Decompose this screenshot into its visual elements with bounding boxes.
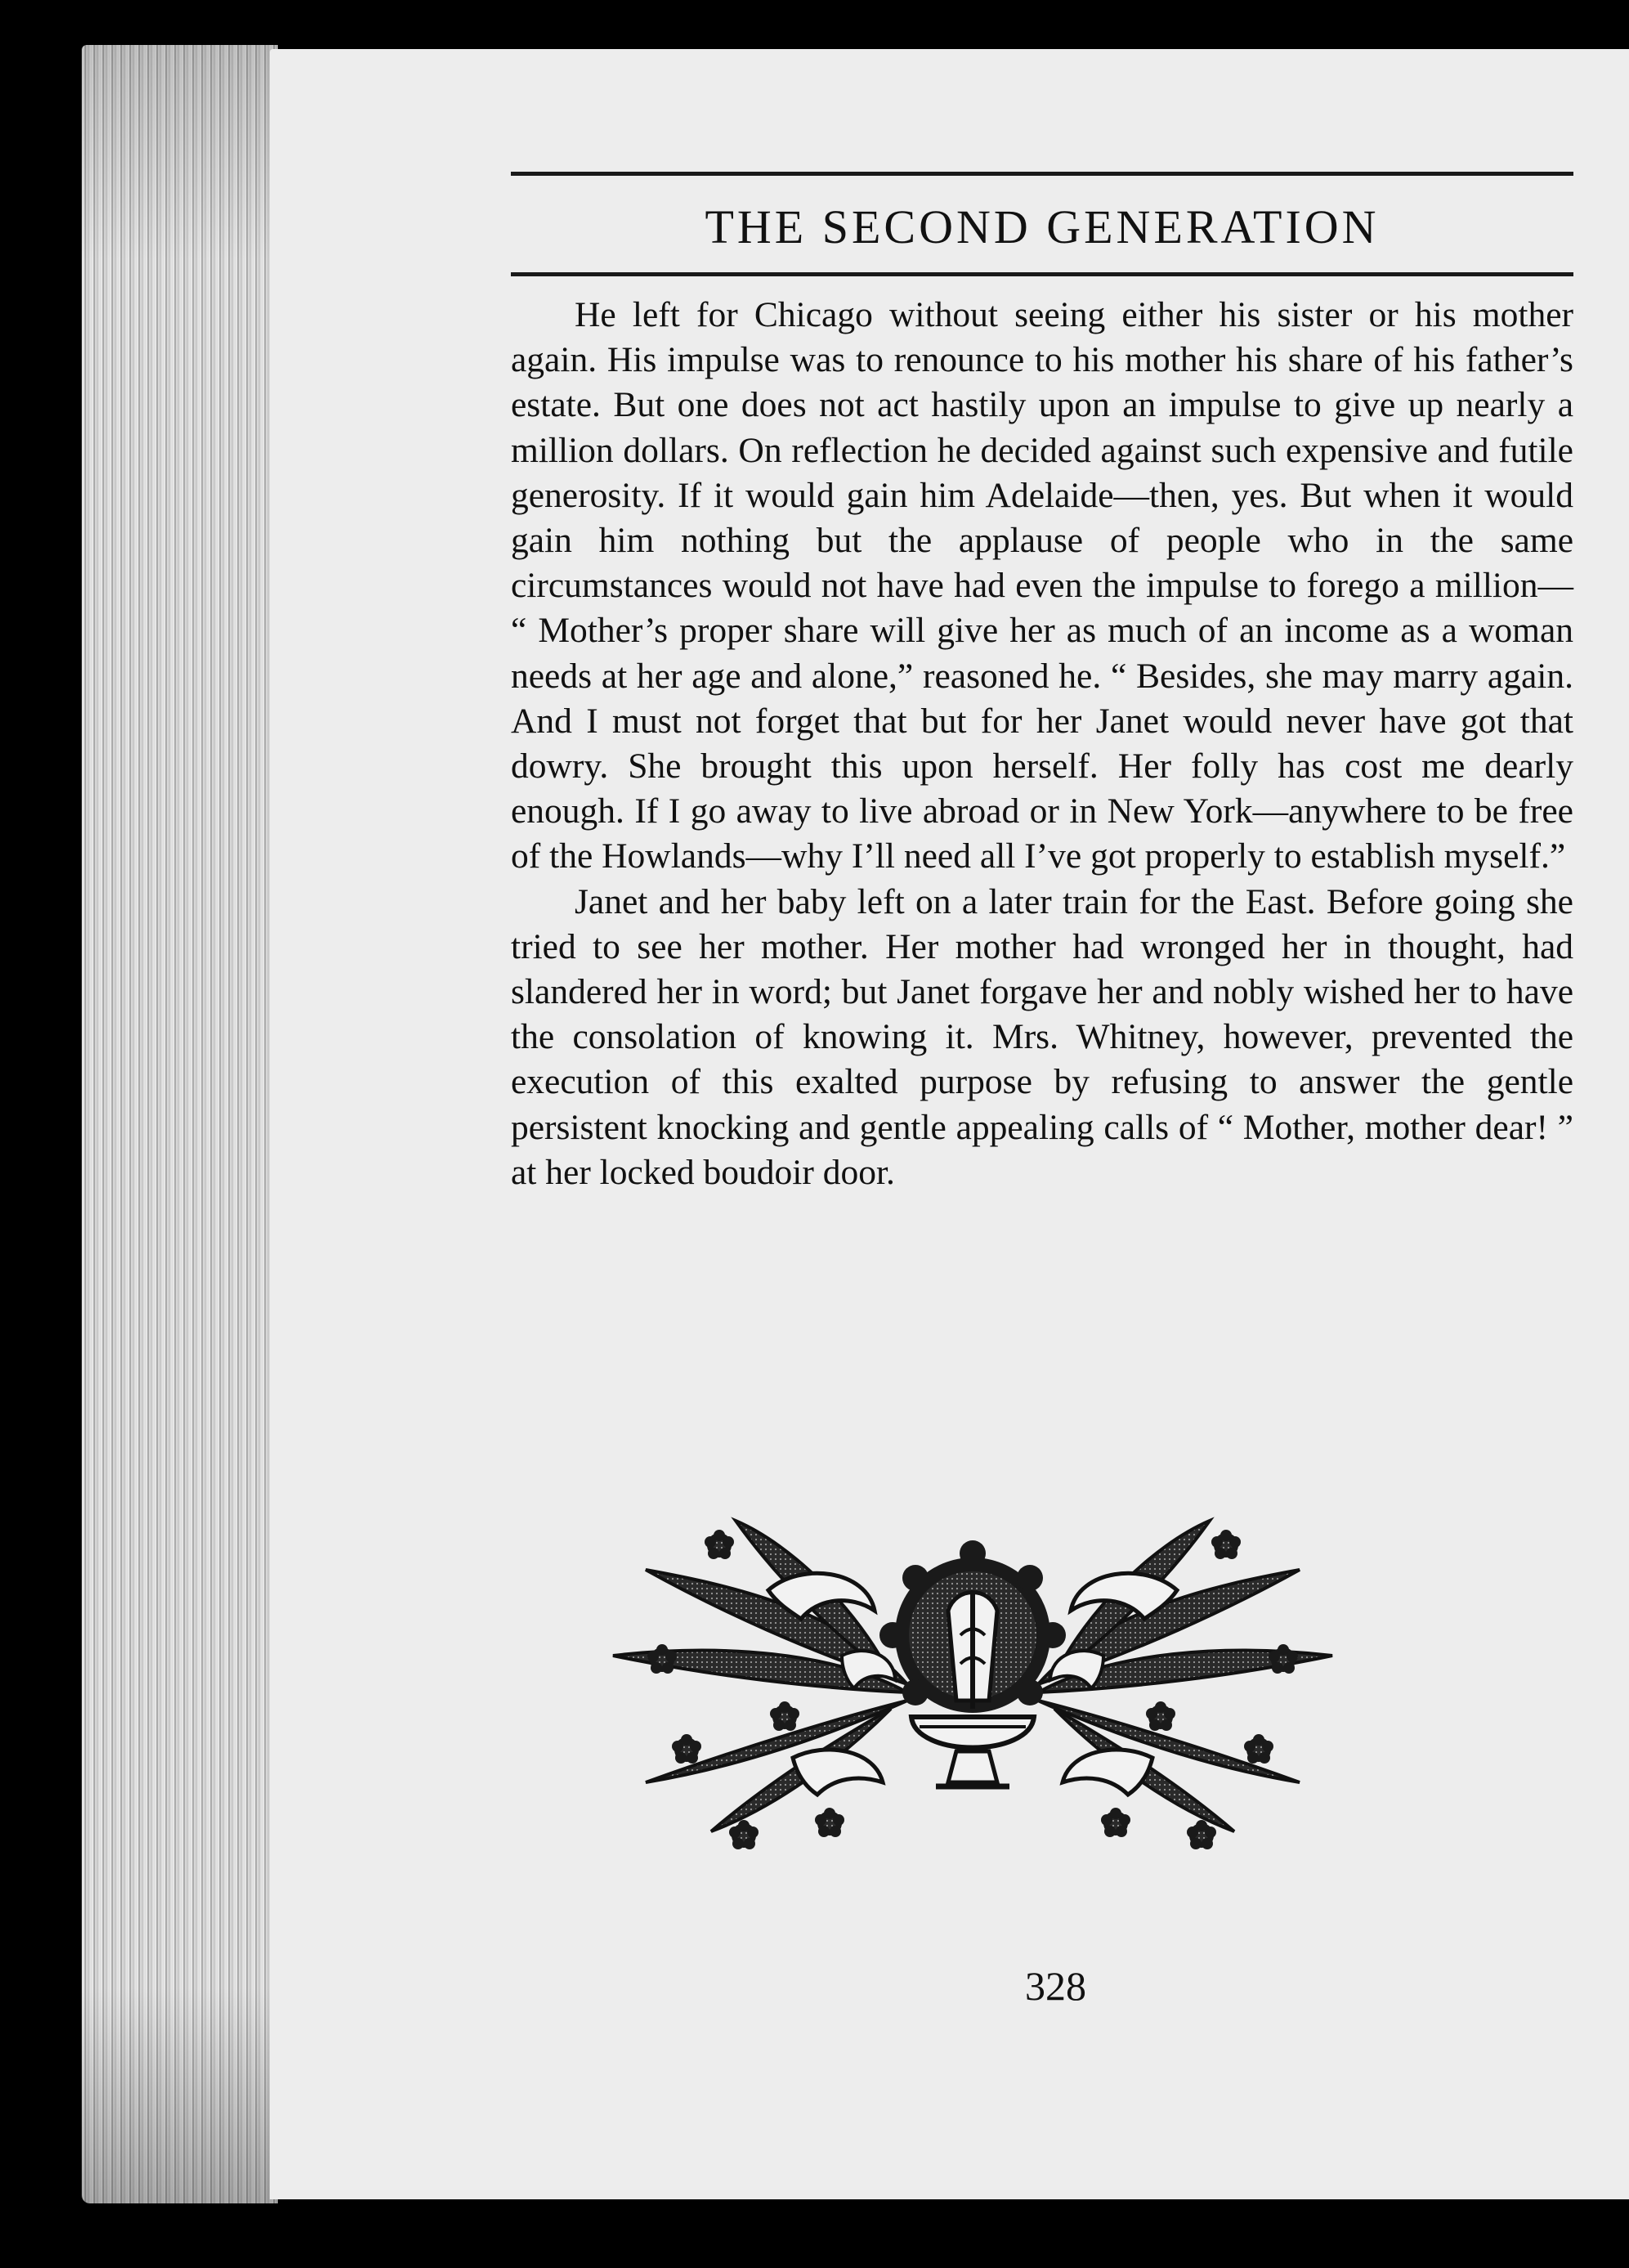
paragraph: He left for Chicago without seeing either his sister or his mother again. His impulse was to renounce to his mother his share of his father’s estate. But one does not act hastily upon an impulse to give up nearly a million dollars. On reflection he decided against such expensive and futile generosity. If it would gain him Adelaide—then, yes. But when it would gain him nothing but the applause of people who in the same circumstances would not have had even the impulse to forego a million— “ Mother’s proper share will give her as much of an income as a woman needs at her age and alone,” reasoned he. “ Besides, she may marry again. And I must not forget that but for her Janet would never have got that dowry. She brought this upon herself. Her folly has cost me dearly enough. If I go away to live abroad or in New York—anywhere to be free of the Howlands—why I’ll need all I’ve got properly to establish myself.”	[511, 295, 1573, 876]
book-page	[270, 49, 1629, 2199]
floral-urn-tailpiece-icon	[597, 1513, 1349, 1864]
running-title: THE SECOND GENERATION	[705, 200, 1380, 253]
paragraph: Janet and her baby left on a later train for the East. Before going she tried to see her mother. Her mother had wronged her in thought, had slandered her in word; but Janet forgave her and nobly wished her to have the consolation of knowing it. Mrs. Whitney, however, prevented the execution of this exalted purpose by refusing to answer the gentle persistent knocking and gentle appealing calls of “ Mother, mother dear! ” at her locked boudoir door.	[511, 881, 1573, 1192]
page-content	[511, 172, 1573, 1195]
page-number: 328	[1025, 1963, 1086, 2009]
page-stack-edge	[82, 45, 278, 2203]
header-rule-bottom	[511, 272, 1573, 276]
body-text	[511, 293, 1573, 1195]
